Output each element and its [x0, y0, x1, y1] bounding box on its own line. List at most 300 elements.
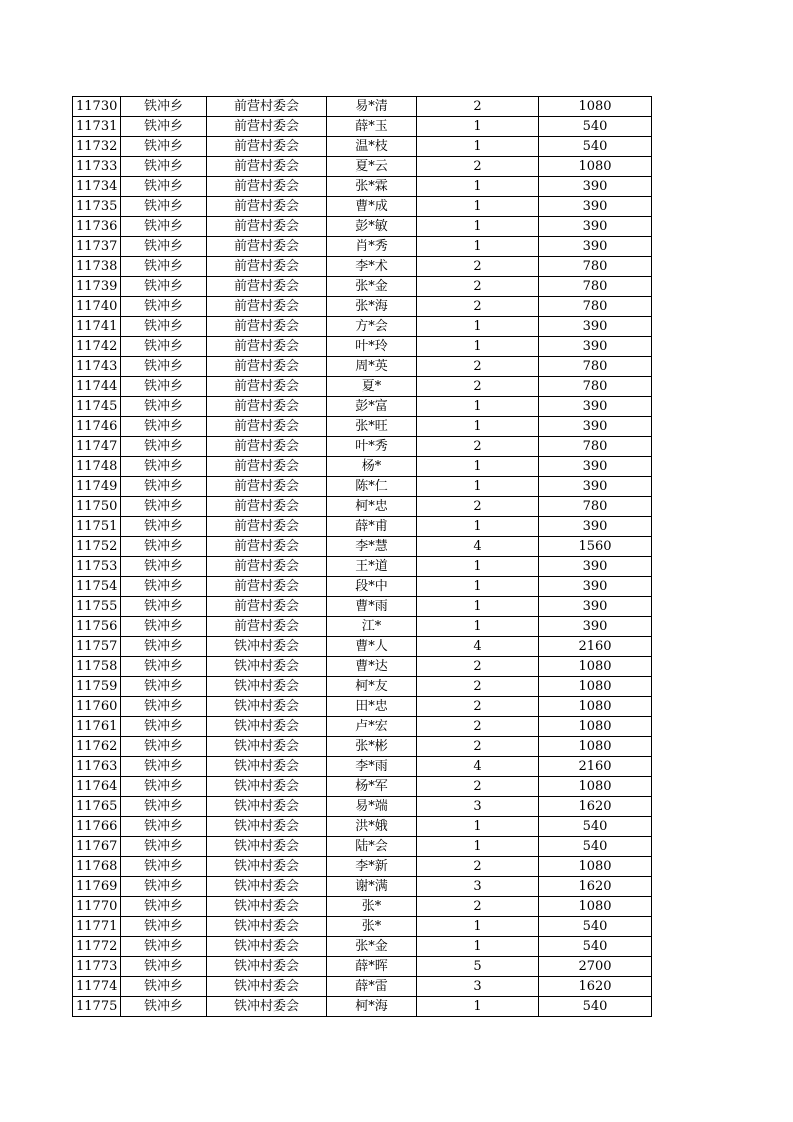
- name-cell: 李*雨: [327, 757, 417, 777]
- name-cell: 陆*会: [327, 837, 417, 857]
- table-body: [73, 97, 652, 1017]
- village-committee-cell: 前营村委会: [207, 277, 327, 297]
- township-cell: 铁冲乡: [121, 257, 207, 277]
- village-committee-cell: 前营村委会: [207, 377, 327, 397]
- household-count-cell: 2: [417, 657, 539, 677]
- township-cell: 铁冲乡: [121, 457, 207, 477]
- record-id-cell: 11746: [73, 417, 121, 437]
- amount-cell: 540: [539, 837, 652, 857]
- township-cell: 铁冲乡: [121, 757, 207, 777]
- amount-cell: 390: [539, 617, 652, 637]
- township-cell: 铁冲乡: [121, 817, 207, 837]
- amount-cell: 390: [539, 477, 652, 497]
- village-committee-cell: 前营村委会: [207, 497, 327, 517]
- amount-cell: 390: [539, 577, 652, 597]
- township-cell: 铁冲乡: [121, 777, 207, 797]
- record-id-cell: 11757: [73, 637, 121, 657]
- record-id-cell: 11736: [73, 217, 121, 237]
- table-row: [73, 297, 652, 317]
- township-cell: 铁冲乡: [121, 977, 207, 997]
- table-row: [73, 757, 652, 777]
- name-cell: 叶*秀: [327, 437, 417, 457]
- township-cell: 铁冲乡: [121, 197, 207, 217]
- village-committee-cell: 前营村委会: [207, 237, 327, 257]
- village-committee-cell: 前营村委会: [207, 337, 327, 357]
- village-committee-cell: 铁冲村委会: [207, 957, 327, 977]
- record-id-cell: 11753: [73, 557, 121, 577]
- table-row: [73, 497, 652, 517]
- village-committee-cell: 铁冲村委会: [207, 817, 327, 837]
- record-id-cell: 11755: [73, 597, 121, 617]
- record-id-cell: 11770: [73, 897, 121, 917]
- record-id-cell: 11773: [73, 957, 121, 977]
- name-cell: 叶*玲: [327, 337, 417, 357]
- village-committee-cell: 前营村委会: [207, 317, 327, 337]
- amount-cell: 780: [539, 257, 652, 277]
- table-row: [73, 597, 652, 617]
- record-id-cell: 11737: [73, 237, 121, 257]
- township-cell: 铁冲乡: [121, 537, 207, 557]
- name-cell: 易*清: [327, 97, 417, 117]
- township-cell: 铁冲乡: [121, 737, 207, 757]
- village-committee-cell: 铁冲村委会: [207, 857, 327, 877]
- name-cell: 张*旺: [327, 417, 417, 437]
- name-cell: 柯*忠: [327, 497, 417, 517]
- township-cell: 铁冲乡: [121, 417, 207, 437]
- table-row: [73, 97, 652, 117]
- name-cell: 李*术: [327, 257, 417, 277]
- name-cell: 张*海: [327, 297, 417, 317]
- village-committee-cell: 铁冲村委会: [207, 937, 327, 957]
- village-committee-cell: 铁冲村委会: [207, 657, 327, 677]
- record-id-cell: 11744: [73, 377, 121, 397]
- table-row: [73, 817, 652, 837]
- household-count-cell: 1: [417, 997, 539, 1017]
- household-count-cell: 1: [417, 317, 539, 337]
- household-count-cell: 1: [417, 337, 539, 357]
- amount-cell: 780: [539, 277, 652, 297]
- household-count-cell: 1: [417, 937, 539, 957]
- household-count-cell: 4: [417, 537, 539, 557]
- record-id-cell: 11769: [73, 877, 121, 897]
- village-committee-cell: 前营村委会: [207, 597, 327, 617]
- record-id-cell: 11733: [73, 157, 121, 177]
- household-count-cell: 3: [417, 797, 539, 817]
- township-cell: 铁冲乡: [121, 477, 207, 497]
- record-id-cell: 11758: [73, 657, 121, 677]
- township-cell: 铁冲乡: [121, 157, 207, 177]
- record-id-cell: 11752: [73, 537, 121, 557]
- table-row: [73, 537, 652, 557]
- township-cell: 铁冲乡: [121, 557, 207, 577]
- household-count-cell: 2: [417, 697, 539, 717]
- data-table: [72, 96, 652, 1017]
- table-row: [73, 317, 652, 337]
- record-id-cell: 11767: [73, 837, 121, 857]
- township-cell: 铁冲乡: [121, 357, 207, 377]
- name-cell: 易*端: [327, 797, 417, 817]
- village-committee-cell: 前营村委会: [207, 177, 327, 197]
- household-count-cell: 2: [417, 357, 539, 377]
- household-count-cell: 1: [417, 557, 539, 577]
- amount-cell: 1620: [539, 797, 652, 817]
- village-committee-cell: 前营村委会: [207, 517, 327, 537]
- table-row: [73, 457, 652, 477]
- table-row: [73, 937, 652, 957]
- record-id-cell: 11766: [73, 817, 121, 837]
- record-id-cell: 11751: [73, 517, 121, 537]
- amount-cell: 1080: [539, 697, 652, 717]
- village-committee-cell: 铁冲村委会: [207, 917, 327, 937]
- record-id-cell: 11756: [73, 617, 121, 637]
- township-cell: 铁冲乡: [121, 797, 207, 817]
- table-row: [73, 237, 652, 257]
- amount-cell: 1080: [539, 657, 652, 677]
- household-count-cell: 5: [417, 957, 539, 977]
- amount-cell: 540: [539, 137, 652, 157]
- household-count-cell: 1: [417, 817, 539, 837]
- village-committee-cell: 铁冲村委会: [207, 797, 327, 817]
- table-row: [73, 837, 652, 857]
- village-committee-cell: 前营村委会: [207, 157, 327, 177]
- record-id-cell: 11739: [73, 277, 121, 297]
- record-id-cell: 11762: [73, 737, 121, 757]
- village-committee-cell: 前营村委会: [207, 117, 327, 137]
- name-cell: 夏*: [327, 377, 417, 397]
- record-id-cell: 11742: [73, 337, 121, 357]
- amount-cell: 1080: [539, 897, 652, 917]
- township-cell: 铁冲乡: [121, 637, 207, 657]
- record-id-cell: 11763: [73, 757, 121, 777]
- name-cell: 张*金: [327, 937, 417, 957]
- name-cell: 张*霖: [327, 177, 417, 197]
- table-row: [73, 897, 652, 917]
- amount-cell: 540: [539, 117, 652, 137]
- amount-cell: 390: [539, 397, 652, 417]
- table-row: [73, 517, 652, 537]
- record-id-cell: 11747: [73, 437, 121, 457]
- record-id-cell: 11735: [73, 197, 121, 217]
- village-committee-cell: 铁冲村委会: [207, 717, 327, 737]
- household-count-cell: 1: [417, 217, 539, 237]
- township-cell: 铁冲乡: [121, 997, 207, 1017]
- amount-cell: 390: [539, 597, 652, 617]
- amount-cell: 1080: [539, 737, 652, 757]
- household-count-cell: 1: [417, 477, 539, 497]
- township-cell: 铁冲乡: [121, 137, 207, 157]
- village-committee-cell: 铁冲村委会: [207, 757, 327, 777]
- amount-cell: 1080: [539, 157, 652, 177]
- amount-cell: 2160: [539, 757, 652, 777]
- township-cell: 铁冲乡: [121, 317, 207, 337]
- household-count-cell: 4: [417, 757, 539, 777]
- name-cell: 方*会: [327, 317, 417, 337]
- amount-cell: 2160: [539, 637, 652, 657]
- household-count-cell: 1: [417, 457, 539, 477]
- table-row: [73, 417, 652, 437]
- village-committee-cell: 前营村委会: [207, 477, 327, 497]
- name-cell: 张*彬: [327, 737, 417, 757]
- name-cell: 薛*雷: [327, 977, 417, 997]
- table-row: [73, 717, 652, 737]
- village-committee-cell: 前营村委会: [207, 557, 327, 577]
- record-id-cell: 11759: [73, 677, 121, 697]
- table-row: [73, 877, 652, 897]
- village-committee-cell: 前营村委会: [207, 437, 327, 457]
- name-cell: 曹*成: [327, 197, 417, 217]
- name-cell: 段*中: [327, 577, 417, 597]
- household-count-cell: 1: [417, 197, 539, 217]
- table-row: [73, 637, 652, 657]
- record-id-cell: 11764: [73, 777, 121, 797]
- record-id-cell: 11734: [73, 177, 121, 197]
- household-count-cell: 2: [417, 437, 539, 457]
- record-id-cell: 11765: [73, 797, 121, 817]
- township-cell: 铁冲乡: [121, 837, 207, 857]
- record-id-cell: 11771: [73, 917, 121, 937]
- name-cell: 薛*晖: [327, 957, 417, 977]
- record-id-cell: 11730: [73, 97, 121, 117]
- name-cell: 周*英: [327, 357, 417, 377]
- township-cell: 铁冲乡: [121, 717, 207, 737]
- village-committee-cell: 铁冲村委会: [207, 877, 327, 897]
- name-cell: 彭*富: [327, 397, 417, 417]
- name-cell: 谢*满: [327, 877, 417, 897]
- amount-cell: 1080: [539, 677, 652, 697]
- name-cell: 江*: [327, 617, 417, 637]
- amount-cell: 1080: [539, 857, 652, 877]
- name-cell: 李*慧: [327, 537, 417, 557]
- township-cell: 铁冲乡: [121, 397, 207, 417]
- table-row: [73, 997, 652, 1017]
- township-cell: 铁冲乡: [121, 937, 207, 957]
- household-count-cell: 1: [417, 137, 539, 157]
- name-cell: 肖*秀: [327, 237, 417, 257]
- amount-cell: 1080: [539, 777, 652, 797]
- name-cell: 薛*甫: [327, 517, 417, 537]
- amount-cell: 780: [539, 377, 652, 397]
- amount-cell: 390: [539, 457, 652, 477]
- township-cell: 铁冲乡: [121, 617, 207, 637]
- village-committee-cell: 前营村委会: [207, 537, 327, 557]
- name-cell: 陈*仁: [327, 477, 417, 497]
- household-count-cell: 1: [417, 237, 539, 257]
- record-id-cell: 11749: [73, 477, 121, 497]
- name-cell: 张*: [327, 917, 417, 937]
- amount-cell: 390: [539, 557, 652, 577]
- township-cell: 铁冲乡: [121, 677, 207, 697]
- village-committee-cell: 铁冲村委会: [207, 837, 327, 857]
- household-count-cell: 2: [417, 497, 539, 517]
- household-count-cell: 2: [417, 677, 539, 697]
- township-cell: 铁冲乡: [121, 237, 207, 257]
- amount-cell: 540: [539, 997, 652, 1017]
- township-cell: 铁冲乡: [121, 517, 207, 537]
- township-cell: 铁冲乡: [121, 597, 207, 617]
- table-row: [73, 577, 652, 597]
- township-cell: 铁冲乡: [121, 877, 207, 897]
- household-count-cell: 2: [417, 737, 539, 757]
- table-row: [73, 677, 652, 697]
- amount-cell: 1080: [539, 717, 652, 737]
- township-cell: 铁冲乡: [121, 437, 207, 457]
- township-cell: 铁冲乡: [121, 97, 207, 117]
- household-count-cell: 1: [417, 417, 539, 437]
- table-row: [73, 737, 652, 757]
- amount-cell: 1620: [539, 977, 652, 997]
- household-count-cell: 2: [417, 97, 539, 117]
- name-cell: 彭*敏: [327, 217, 417, 237]
- village-committee-cell: 铁冲村委会: [207, 737, 327, 757]
- household-count-cell: 1: [417, 577, 539, 597]
- household-count-cell: 2: [417, 717, 539, 737]
- name-cell: 柯*友: [327, 677, 417, 697]
- table-row: [73, 657, 652, 677]
- table-row: [73, 217, 652, 237]
- record-id-cell: 11745: [73, 397, 121, 417]
- township-cell: 铁冲乡: [121, 117, 207, 137]
- name-cell: 田*忠: [327, 697, 417, 717]
- township-cell: 铁冲乡: [121, 897, 207, 917]
- amount-cell: 390: [539, 517, 652, 537]
- village-committee-cell: 前营村委会: [207, 417, 327, 437]
- household-count-cell: 2: [417, 777, 539, 797]
- village-committee-cell: 铁冲村委会: [207, 997, 327, 1017]
- village-committee-cell: 铁冲村委会: [207, 977, 327, 997]
- name-cell: 温*枝: [327, 137, 417, 157]
- table-row: [73, 157, 652, 177]
- record-id-cell: 11772: [73, 937, 121, 957]
- township-cell: 铁冲乡: [121, 377, 207, 397]
- amount-cell: 1080: [539, 97, 652, 117]
- household-count-cell: 2: [417, 257, 539, 277]
- household-count-cell: 1: [417, 617, 539, 637]
- record-id-cell: 11741: [73, 317, 121, 337]
- table-row: [73, 697, 652, 717]
- name-cell: 张*: [327, 897, 417, 917]
- village-committee-cell: 前营村委会: [207, 577, 327, 597]
- household-count-cell: 4: [417, 637, 539, 657]
- record-id-cell: 11775: [73, 997, 121, 1017]
- table-row: [73, 137, 652, 157]
- household-count-cell: 1: [417, 517, 539, 537]
- amount-cell: 540: [539, 817, 652, 837]
- village-committee-cell: 铁冲村委会: [207, 677, 327, 697]
- village-committee-cell: 铁冲村委会: [207, 897, 327, 917]
- name-cell: 杨*军: [327, 777, 417, 797]
- amount-cell: 1560: [539, 537, 652, 557]
- amount-cell: 780: [539, 357, 652, 377]
- table-row: [73, 437, 652, 457]
- name-cell: 王*道: [327, 557, 417, 577]
- amount-cell: 390: [539, 177, 652, 197]
- township-cell: 铁冲乡: [121, 217, 207, 237]
- township-cell: 铁冲乡: [121, 917, 207, 937]
- village-committee-cell: 前营村委会: [207, 297, 327, 317]
- household-count-cell: 2: [417, 857, 539, 877]
- name-cell: 曹*人: [327, 637, 417, 657]
- township-cell: 铁冲乡: [121, 337, 207, 357]
- table-row: [73, 617, 652, 637]
- amount-cell: 780: [539, 437, 652, 457]
- record-id-cell: 11754: [73, 577, 121, 597]
- household-count-cell: 3: [417, 977, 539, 997]
- household-count-cell: 1: [417, 177, 539, 197]
- table-row: [73, 197, 652, 217]
- amount-cell: 390: [539, 337, 652, 357]
- township-cell: 铁冲乡: [121, 577, 207, 597]
- household-count-cell: 1: [417, 397, 539, 417]
- table-row: [73, 477, 652, 497]
- name-cell: 薛*玉: [327, 117, 417, 137]
- name-cell: 李*新: [327, 857, 417, 877]
- table-row: [73, 257, 652, 277]
- household-count-cell: 2: [417, 897, 539, 917]
- table-row: [73, 957, 652, 977]
- table-row: [73, 857, 652, 877]
- township-cell: 铁冲乡: [121, 957, 207, 977]
- village-committee-cell: 前营村委会: [207, 217, 327, 237]
- amount-cell: 540: [539, 917, 652, 937]
- record-id-cell: 11768: [73, 857, 121, 877]
- record-id-cell: 11740: [73, 297, 121, 317]
- village-committee-cell: 铁冲村委会: [207, 637, 327, 657]
- record-id-cell: 11732: [73, 137, 121, 157]
- record-id-cell: 11750: [73, 497, 121, 517]
- amount-cell: 780: [539, 297, 652, 317]
- table-row: [73, 977, 652, 997]
- name-cell: 杨*: [327, 457, 417, 477]
- village-committee-cell: 前营村委会: [207, 457, 327, 477]
- household-count-cell: 1: [417, 597, 539, 617]
- table-row: [73, 337, 652, 357]
- household-count-cell: 1: [417, 117, 539, 137]
- township-cell: 铁冲乡: [121, 177, 207, 197]
- township-cell: 铁冲乡: [121, 297, 207, 317]
- table-row: [73, 277, 652, 297]
- village-committee-cell: 前营村委会: [207, 197, 327, 217]
- household-count-cell: 1: [417, 917, 539, 937]
- township-cell: 铁冲乡: [121, 857, 207, 877]
- amount-cell: 780: [539, 497, 652, 517]
- name-cell: 曹*达: [327, 657, 417, 677]
- record-id-cell: 11731: [73, 117, 121, 137]
- record-id-cell: 11743: [73, 357, 121, 377]
- record-id-cell: 11761: [73, 717, 121, 737]
- village-committee-cell: 铁冲村委会: [207, 777, 327, 797]
- record-id-cell: 11738: [73, 257, 121, 277]
- name-cell: 曹*雨: [327, 597, 417, 617]
- village-committee-cell: 前营村委会: [207, 257, 327, 277]
- table-row: [73, 177, 652, 197]
- amount-cell: 390: [539, 317, 652, 337]
- table-row: [73, 797, 652, 817]
- amount-cell: 1620: [539, 877, 652, 897]
- amount-cell: 390: [539, 217, 652, 237]
- table-row: [73, 917, 652, 937]
- name-cell: 洪*娥: [327, 817, 417, 837]
- table-row: [73, 117, 652, 137]
- record-id-cell: 11748: [73, 457, 121, 477]
- amount-cell: 390: [539, 237, 652, 257]
- record-id-cell: 11760: [73, 697, 121, 717]
- household-count-cell: 3: [417, 877, 539, 897]
- village-committee-cell: 铁冲村委会: [207, 697, 327, 717]
- household-count-cell: 2: [417, 157, 539, 177]
- township-cell: 铁冲乡: [121, 497, 207, 517]
- township-cell: 铁冲乡: [121, 657, 207, 677]
- table-row: [73, 557, 652, 577]
